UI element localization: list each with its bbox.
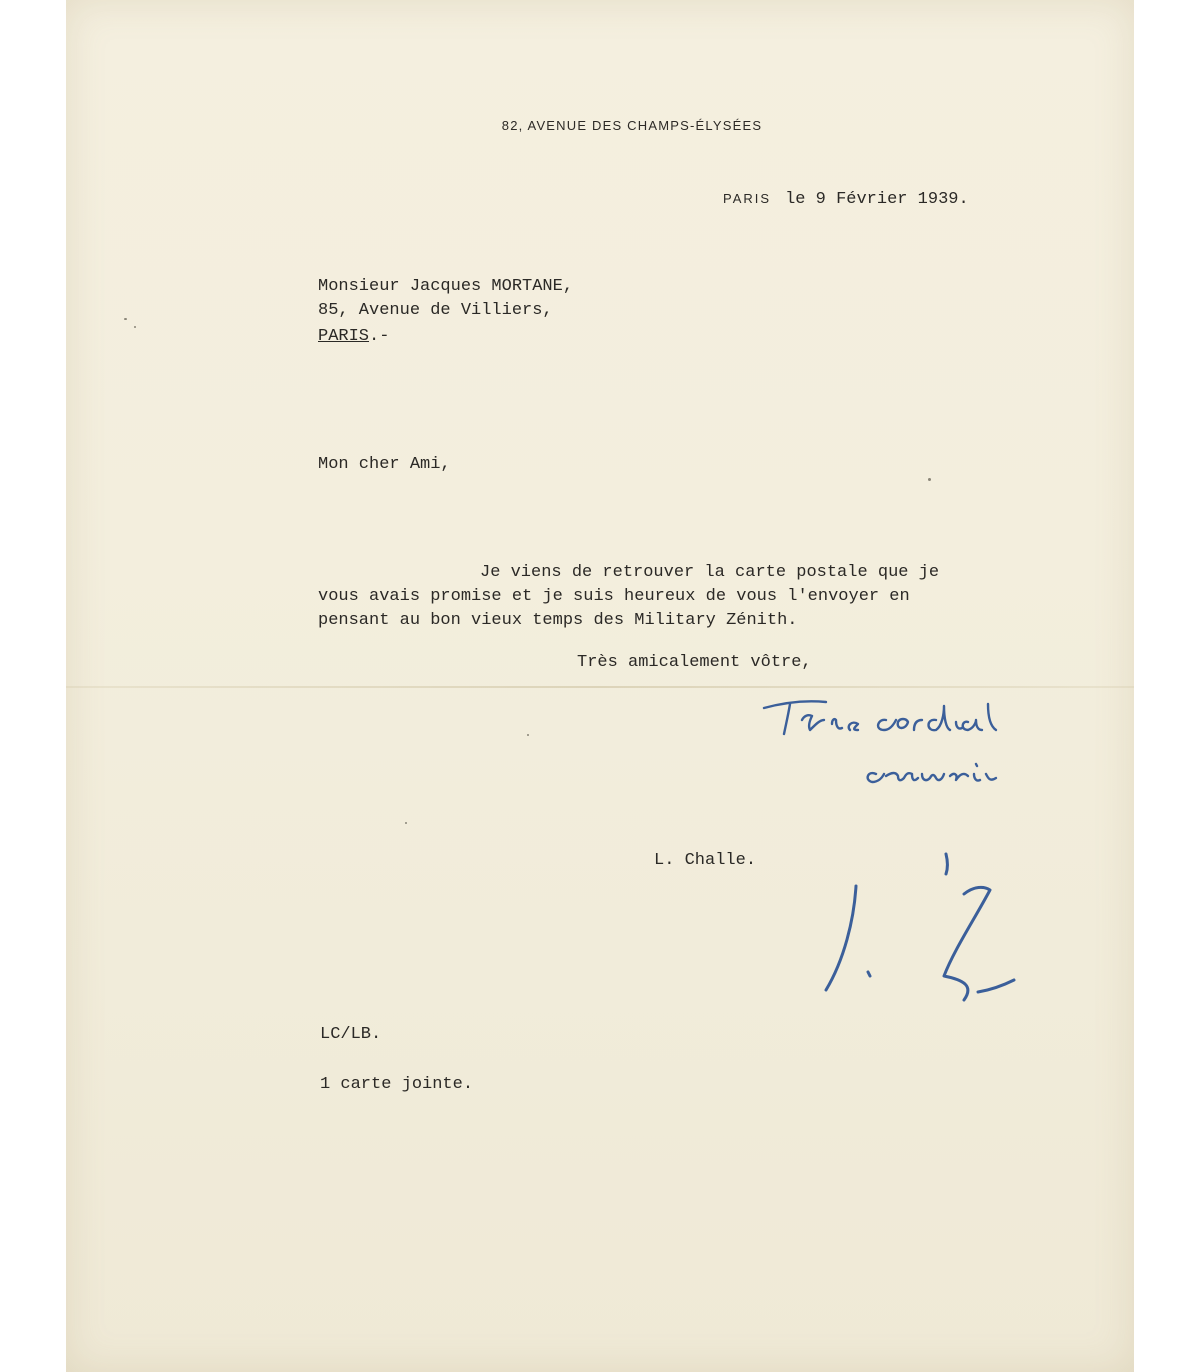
recipient-city-line (318, 324, 389, 349)
paper-speck (527, 734, 529, 736)
enclosure-note: 1 carte jointe. (320, 1075, 474, 1094)
dateline (723, 186, 969, 212)
recipient-city-suffix: .- (369, 327, 390, 346)
dateline-place: PARIS (723, 191, 772, 206)
handwritten-note (746, 690, 1086, 800)
body-line-3: pensant au bon vieux temps des Military Zénith. (318, 611, 798, 630)
body-line-2: vous avais promise et je suis heureux de vous l'envoyer en (318, 587, 910, 606)
body-line-1: Je viens de retrouver la carte postale que je (480, 563, 940, 582)
signature (814, 850, 1034, 1020)
paper-speck (405, 822, 407, 824)
dateline-date: le 9 Février 1939. (785, 190, 969, 209)
reference-initials: LC/LB. (320, 1025, 382, 1044)
letterhead-address: 82, AVENUE DES CHAMPS-ÉLYSÉES (501, 118, 763, 133)
salutation: Mon cher Ami, (318, 455, 451, 474)
recipient-line-1: Monsieur Jacques MORTANE, (318, 277, 574, 296)
paper-fold (66, 686, 1134, 688)
paper-speck (928, 478, 931, 481)
paper-speck (124, 318, 127, 320)
letter-sheet (66, 0, 1134, 1372)
paper-speck (134, 326, 136, 328)
typed-signature: L. Challe. (654, 851, 757, 870)
closing: Très amicalement vôtre, (577, 653, 812, 672)
recipient-line-2: 85, Avenue de Villiers, (318, 301, 553, 320)
recipient-city: PARIS (318, 327, 370, 346)
